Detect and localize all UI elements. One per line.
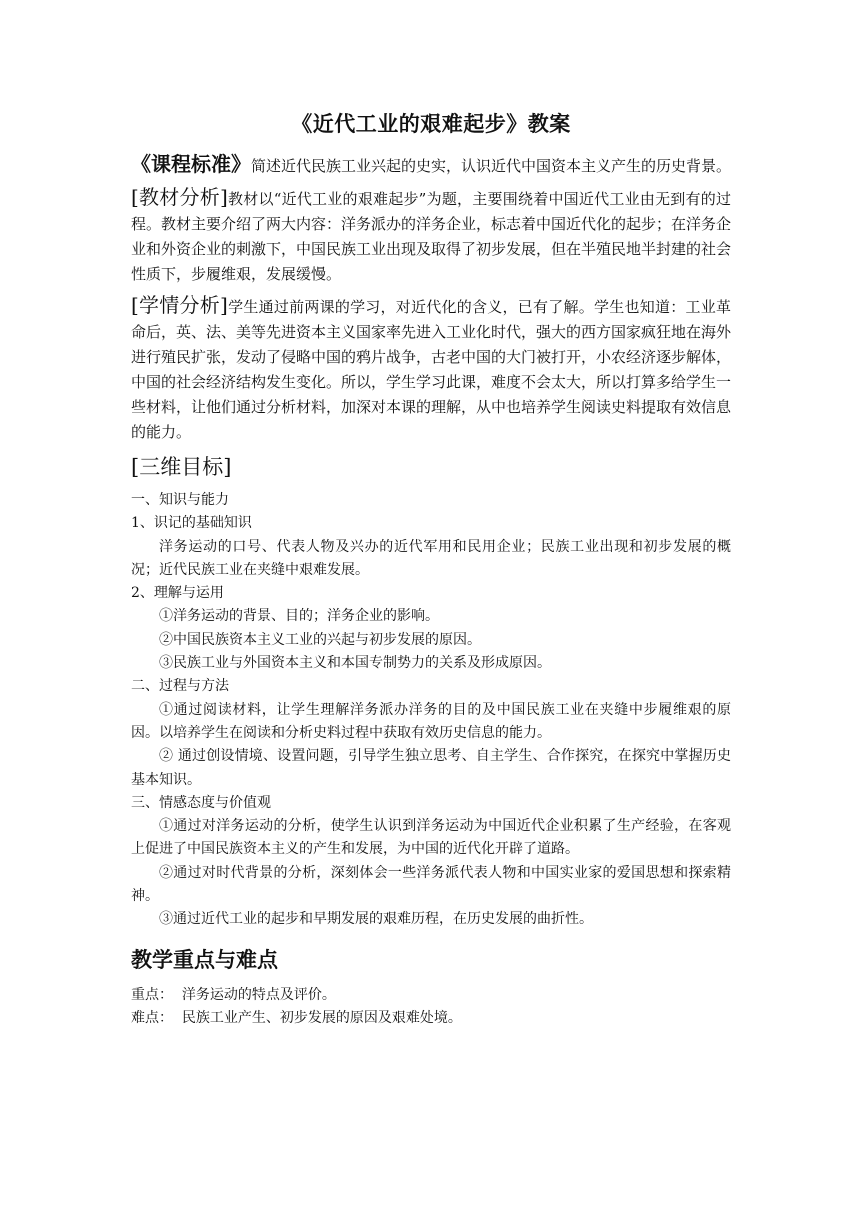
objectives-heading: [三维目标] bbox=[131, 455, 232, 479]
objective-line: ②中国民族资本主义工业的兴起与初步发展的原因。 bbox=[159, 631, 481, 648]
document-page bbox=[131, 108, 731, 1030]
focus-line: 重点： 洋务运动的特点及评价。 bbox=[131, 986, 336, 1003]
objective-line: ①洋务运动的背景、目的；洋务企业的影响。 bbox=[159, 608, 439, 625]
course-standard-heading: 《课程标准》 bbox=[131, 152, 251, 176]
student-analysis-text: 学生通过前两课的学习，对近代化的含义，已有了解。学生也知道：工业革命后，英、法、美等先进资本主义国家率先进入工业化时代，强大的西方国家疯狂地在海外进行殖民扩张，发动了侵略中国的鸦片战争，古老中国的大门被打开，小农经济逐步解体，中国的社会经济结构发生变化。所以，学生学习此课，难度不会太大，所以打算多给学生一些材料，让他们通过分析材料，加深对本课的理解，从中也培养学生阅读史料提取有效信息的能力。 bbox=[131, 298, 732, 441]
objective-line: 二、过程与方法 bbox=[131, 678, 229, 695]
objective-line: 2、理解与运用 bbox=[131, 585, 224, 602]
course-standard-paragraph bbox=[131, 152, 731, 179]
textbook-analysis-paragraph bbox=[131, 185, 731, 287]
objective-line: ②通过对时代背景的分析，深刻体会一些洋务派代表人物和中国实业家的爱国思想和探索精神。 bbox=[131, 864, 731, 905]
student-analysis-heading: [学情分析] bbox=[131, 293, 228, 317]
student-analysis-paragraph bbox=[131, 293, 731, 445]
textbook-analysis-text: 教材以“近代工业的艰难起步”为题，主要围绕着中国近代工业由无到有的过程。教材主要介绍了两大内容：洋务派办的洋务企业，标志着中国近代化的起步；在洋务企业和外资企业的刺激下，中国民族工业出现及取得了初步发展，但在半殖民地半封建的社会性质下，步履维艰，发展缓慢。 bbox=[131, 190, 732, 283]
objective-line: 1、识记的基础知识 bbox=[131, 515, 252, 532]
course-standard-text: 简述近代民族工业兴起的史实，认识近代中国资本主义产生的历史背景。 bbox=[251, 157, 732, 175]
objective-line: ③通过近代工业的起步和早期发展的艰难历程，在历史发展的曲折性。 bbox=[159, 911, 593, 928]
objective-line: ①通过阅读材料，让学生理解洋务派办洋务的目的及中国民族工业在夹缝中步履维艰的原因。以培养学生在阅读和分析史料过程中获取有效历史信息的能力。 bbox=[131, 701, 731, 741]
objective-line: ③民族工业与外国资本主义和本国专制势力的关系及形成原因。 bbox=[159, 655, 551, 672]
difficulty-line: 难点： 民族工业产生、初步发展的原因及艰难处境。 bbox=[131, 1009, 462, 1026]
objective-line: 洋务运动的口号、代表人物及兴办的近代军用和民用企业；民族工业出现和初步发展的概况；近代民族工业在夹缝中艰难发展。 bbox=[131, 538, 731, 578]
objective-line: 三、情感态度与价值观 bbox=[131, 794, 271, 811]
document-title: 《近代工业的艰难起步》教案 bbox=[291, 111, 571, 136]
keypoints-heading: 教学重点与难点 bbox=[131, 946, 278, 972]
objective-line: ①通过对洋务运动的分析，使学生认识到洋务运动为中国近代企业积累了生产经验，在客观上促进了中国民族资本主义的产生和发展，为中国的近代化开辟了道路。 bbox=[131, 818, 731, 858]
objective-line: ② 通过创设情境、设置问题，引导学生独立思考、自主学生、合作探究，在探究中掌握历史基本知识。 bbox=[131, 748, 731, 788]
objective-line: 一、知识与能力 bbox=[131, 492, 229, 508]
textbook-analysis-heading: [教材分析] bbox=[131, 185, 228, 209]
